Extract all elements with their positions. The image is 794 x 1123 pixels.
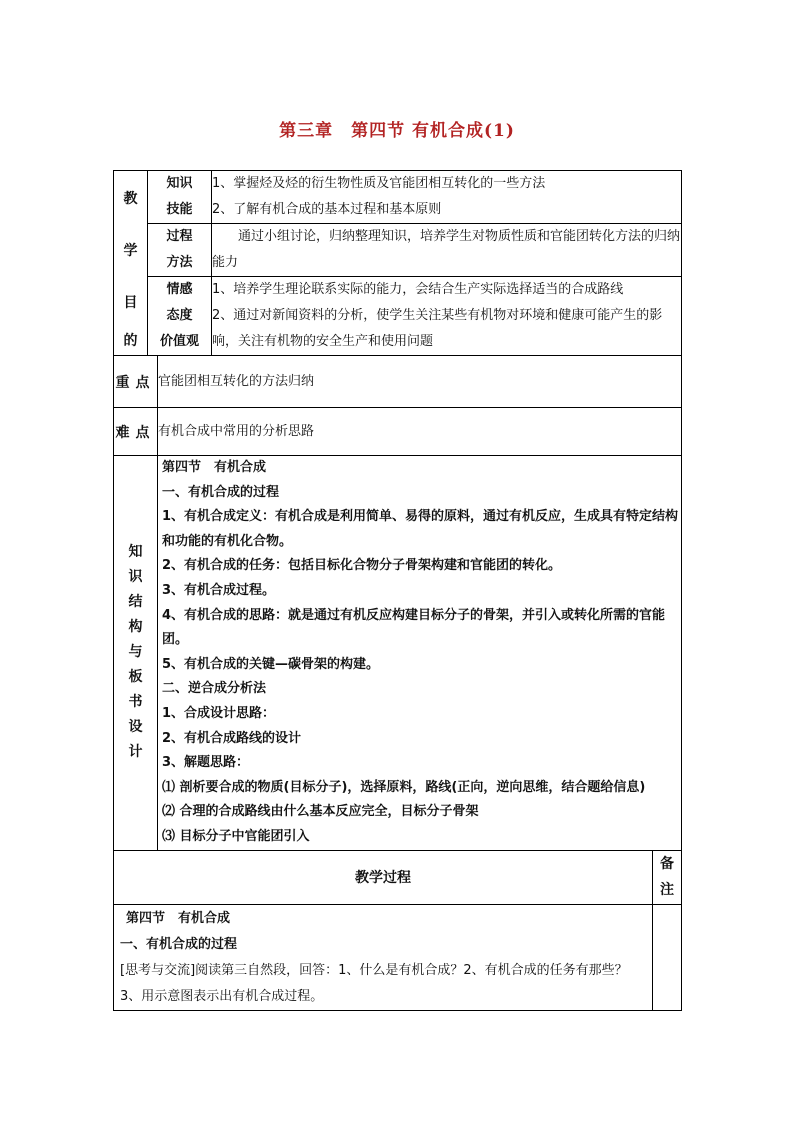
knowledge-label: 知识 技能 [148,171,212,224]
process-label: 过程 方法 [148,224,212,277]
lesson-content: 第四节 有机合成 一、有机合成的过程 [思考与交流]阅读第三自然段，回答：1、什么是有机合成？2、有机合成的任务有那些？ 3、用示意图表示出有机合成过程。 [114,904,653,1010]
knowledge-board-content: 第四节 有机合成 一、有机合成的过程 1、有机合成定义：有机合成是利用简单、易得的原料，通过有机反应，生成具有特定结构和功能的有机化合物。 2、有机合成的任务：包括目标化合物分子骨架构建和官能团的转化。 3、有机合成过程。 4、有机合成的思路：就是通过有机反应构建目标分子的骨架，并引入或转化所需的官能团。 5、有机合成的关键—碳骨架的构建。 二、逆合成分析法 1、合成设计思路： 2、有机合成路线的设计 3、解题思路： ⑴ 剖析要合成的物质(目标分子)，选择原料，路线(正向，逆向思维，结合题给信息) ⑵ 合理的合成路线由什么基本反应完全，目标分子骨架 ⑶ 目标分子中官能团引入 [158,456,682,851]
emotion-label: 情感 态度 价值观 [148,277,212,356]
knowledge-text: 1、掌握烃及烃的衍生物性质及官能团相互转化的一些方法 2、了解有机合成的基本过程和基本原则 [212,171,682,224]
page-title: 第三章 第四节 有机合成(1) [279,121,515,141]
objectives-label: 教 学 目 的 [114,171,148,356]
key-point-text: 官能团相互转化的方法归纳 [158,356,682,408]
knowledge-board-label: 知 识 结 构 与 板 书 设 计 [114,456,158,851]
emotion-text: 1、培养学生理论联系实际的能力，会结合生产实际选择适当的合成路线 2、通过对新闻资料的分析，使学生关注某些有机物对环境和健康可能产生的影响，关注有机物的安全生产和使用问题 [212,277,682,356]
notes-cell [653,904,682,1010]
key-point-label: 重点 [114,356,158,408]
notes-header: 备 注 [653,850,682,904]
difficulty-text: 有机合成中常用的分析思路 [158,408,682,456]
lesson-plan-table [113,170,682,1011]
process-text: 通过小组讨论，归纳整理知识，培养学生对物质性质和官能团转化方法的归纳能力 [212,224,682,277]
teaching-process-header: 教学过程 [114,850,653,904]
difficulty-label: 难点 [114,408,158,456]
